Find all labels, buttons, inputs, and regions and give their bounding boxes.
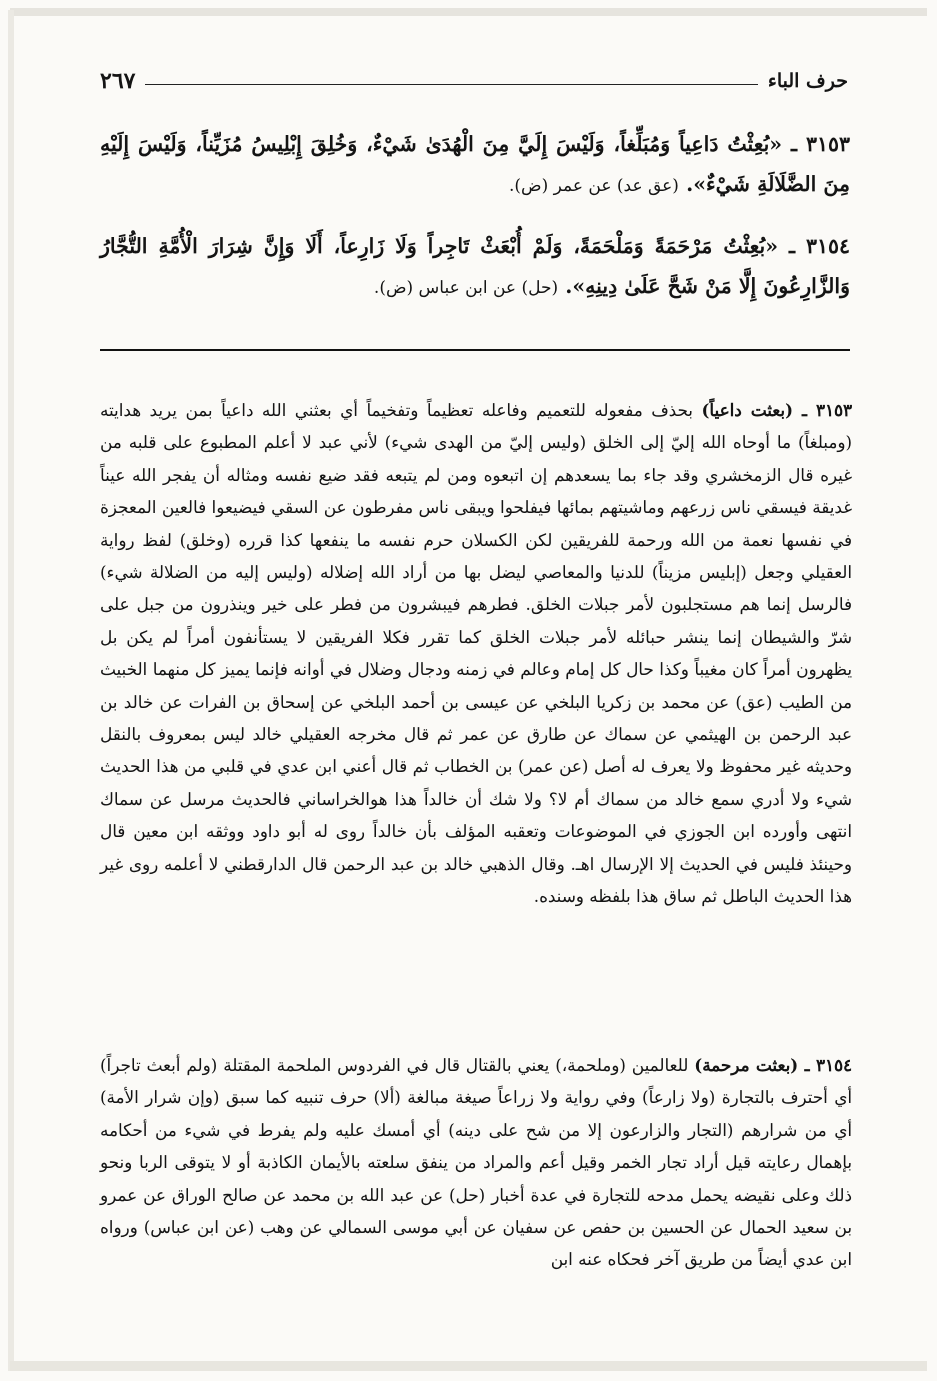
running-header — [100, 66, 848, 96]
scan-edge-top — [10, 8, 927, 16]
commentary-text: للعالمين (وملحمة،) يعني بالقتال قال في الفردوس الملحمة المقتلة (ولم أبعث تاجراً) أي أحترف بالتجارة (ولا زارعاً) وفي رواية ولا زراعاً صيغة مبالغة (ألا) حرف تنبيه كما سبق (وإن شرار الأمة) أي من شرارهم (التجار والزارعون إلا من شح على دينه) أي أمسك عليه ولم يفرط في شيء من أحكامه بإهمال رعايته قيل أراد تجار الخمر وقيل أعم والمراد من ينفق سلعته بالأيمان الكاذبة أو لا يتوقى الربا ونحو ذلك وعلى نقيضه يحمل مدحه للتجارة في عدة أخبار (حل) عن عبد الله بن محمد عن صالح الوراق عن عمرو بن سعيد الحمال عن الحسين بن حفص عن سفيان عن أبي موسى السمالي عن وهب (عن ابن عباس) ورواه ابن عدي أيضاً من طريق آخر فحكاه عنه ابن — [100, 1055, 852, 1270]
page-number: ٢٦٧ — [100, 68, 136, 94]
commentary-text: بحذف مفعوله للتعميم وفاعله تعظيماً وتفخيماً أي بعثني الله داعياً بمن يريد هدايته (ومبلغاً) ما أوحاه الله إليّ إلى الخلق (وليس إليّ من الهدى شيء) لأني عبد لا أعلم المطبوع على قلبه من غيره قال الزمخشري وقد جاء بما يسعدهم إن اتبعوه ومن لم يتبعه فقد ضيع نفسه ومثاله أن يفجر الله عيناً غديقة فيسقي ناس زرعهم وماشيتهم بمائها فيفلحوا ويبقى ناس مفرطون عن السقي فيضيعوا فالعين المعجزة في نفسها نعمة من الله ورحمة للفريقين لكن الكسلان حرم نفسه ما ينفعها كذا قرره (وخلق) لفظ رواية العقيلي وجعل (إبليس مزيناً) للدنيا والمعاصي ليضل بها من أراد الله إضلاله (وليس إليه من الضلالة شيء) فالرسل إنما هم مستجلبون لأمر جبلات الخلق. فطرهم فيبشرون من فطر على خير وينذرون من جبل على شرّ والشيطان إنما ينشر حبائله لأمر جبلات الخلق كما تقرر فكلا الفريقين لا يستأنفون أمراً لم يكن بل يظهرون أمراً كان مغيباً وكذا حال كل إمام وعالم في زمنه ودجال وضلال في أوانه فإنما يميز كل منهما الخبيث من الطيب (عق) عن محمد بن زكريا البلخي عن عيسى بن أحمد البلخي عن إسحاق بن الفرات عن خالد بن عبد الرحمن بن الهيثمي عن سماك عن طارق عن عمر ثم قال مخرجه العقيلي خالد ليس بمعروف بالنقل وحديثه غير محفوظ ولا يعرف له أصل (عن عمر) بن الخطاب ثم قال أعني ابن عدي في قلبي من هذا الحديث شيء ولا أدري سمع خالد من سماك أم لا؟ ولا شك أن خالداً هذا هوالخراساني فالحديث مرسل عن سماك انتهى وأورده ابن الجوزي في الموضوعات وتعقبه المؤلف بأن خالداً روى له أبو داود ووثقه ابن معين قال وحينئذ فليس في الحديث إلا الإرسال اهـ. وقال الذهبي خالد بن عبد الرحمن قال الدارقطني لا أعلمه روى غير هذا الحديث الباطل ثم ساق هذا بلفظه وسنده. — [100, 400, 852, 907]
scan-edge-bottom — [10, 1361, 927, 1371]
scan-edge-left — [8, 10, 14, 1371]
hadith-source: (عق عد) عن عمر (ض). — [509, 176, 679, 196]
commentary-lead: ٣١٥٣ ـ (بعثت داعياً) — [701, 400, 853, 420]
hadith-source: (حل) عن ابن عباس (ض). — [373, 278, 559, 298]
chapter-title: حرف الباء — [767, 70, 848, 92]
commentary-lead: ٣١٥٤ ـ (بعثت مرحمة) — [694, 1055, 852, 1075]
section-divider — [100, 349, 850, 351]
commentary-3154 — [100, 1049, 852, 1276]
hadith-text: ٣١٥٤ ـ «بُعِثْتُ مَرْحَمَةً وَمَلْحَمَةً، وَلَمْ أُبْعَثْ تَاجِراً وَلَا زَارِعاً، أَلَا وَإِنَّ شِرَارَ الْأُمَّةِ التُّجَّارُ وَالزَّارِعُونَ إِلَّا مَنْ شَحَّ عَلَىٰ دِينِهِ». — [100, 234, 850, 298]
header-rule — [145, 84, 757, 85]
hadith-3153 — [100, 124, 850, 206]
commentary-3153 — [100, 394, 852, 913]
hadith-text: ٣١٥٣ ـ «بُعِثْتُ دَاعِياً وَمُبَلِّغاً، وَلَيْسَ إِلَيَّ مِنَ الْهُدَىٰ شَيْءٌ، وَخُلِقَ إِبْلِيسُ مُزَيِّناً، وَلَيْسَ إِلَيْهِ مِنَ الضَّلَالَةِ شَيْءٌ». — [100, 132, 850, 196]
hadith-3154 — [100, 226, 850, 308]
